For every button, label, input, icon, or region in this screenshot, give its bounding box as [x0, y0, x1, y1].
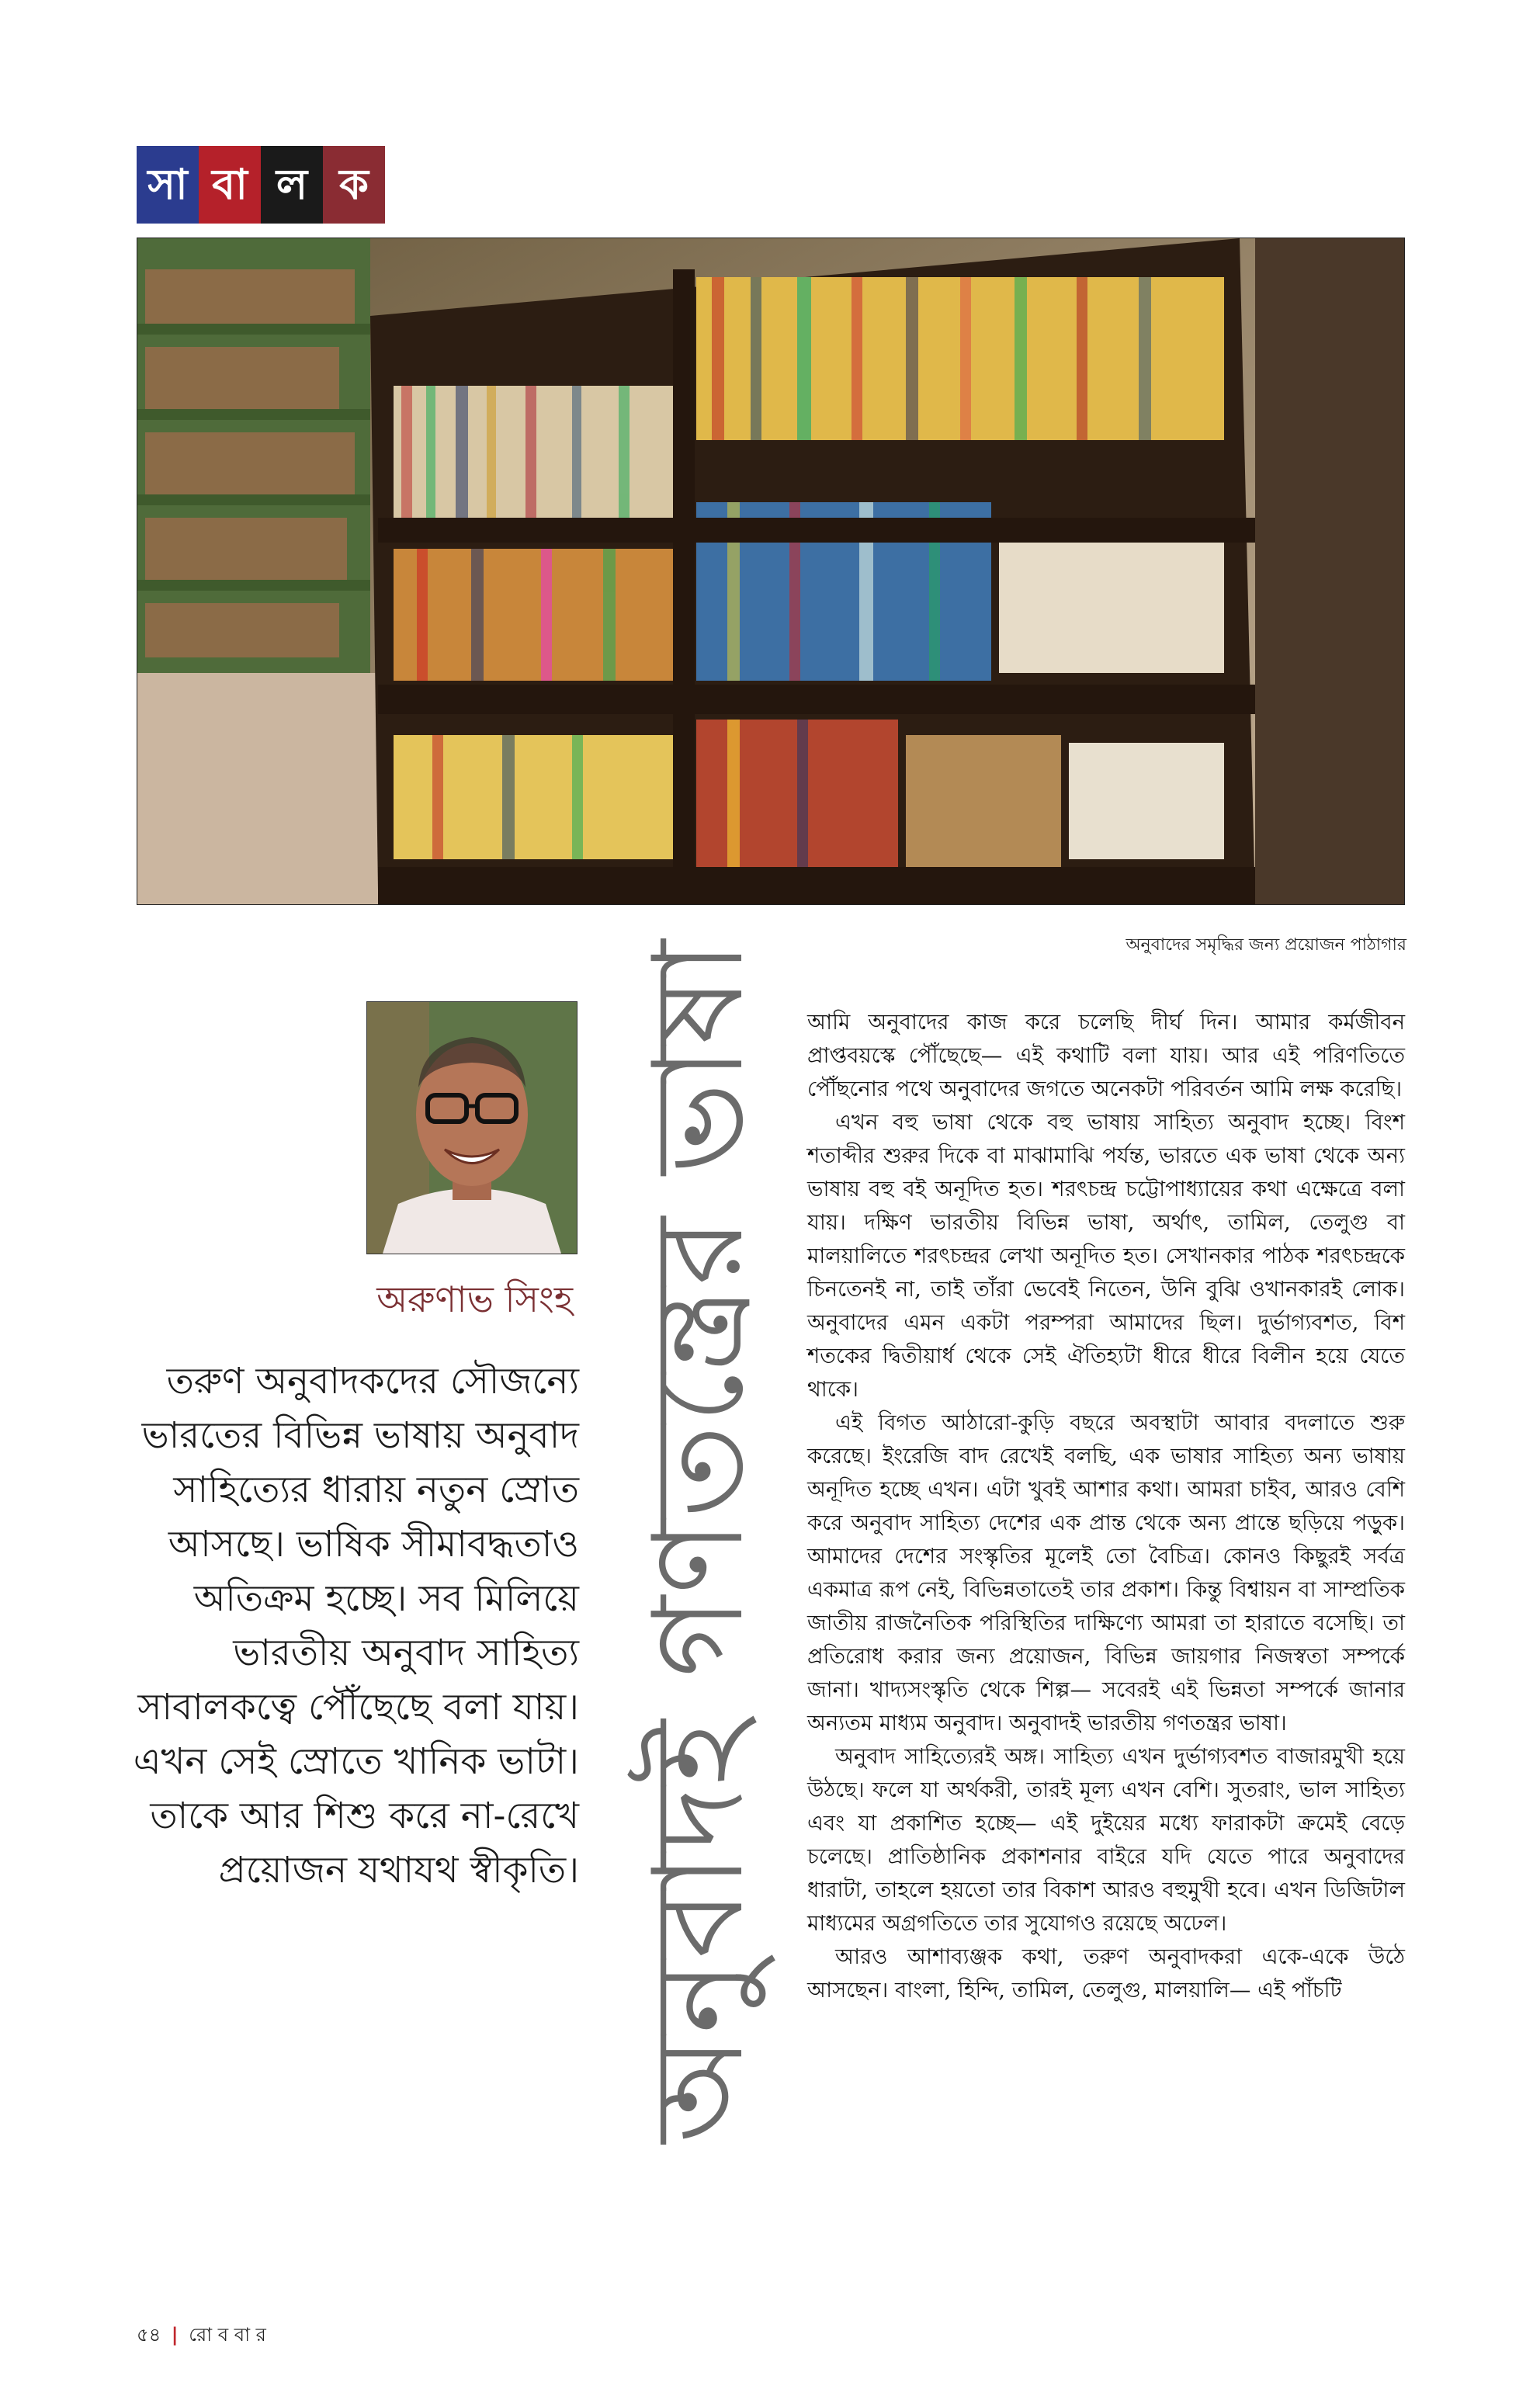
bookshelf-photo [137, 238, 1405, 905]
article-body [807, 1006, 1405, 2007]
pull-quote: তরুণ অনুবাদকদের সৌজন্যে ভারতের বিভিন্ন ভাষায় অনুবাদ সাহিত্যের ধারায় নতুন স্রোত আসছে। ভাষিক সীমাবদ্ধতাও অতিক্রম হচ্ছে। সব মিলিয়ে ভারতীয় অনুবাদ সাহিত্য সাবালকত্বে পৌঁছেছে বলা যায়। এখন সেই স্রোতে খানিক ভাটা। তাকে আর শিশু করে না-রেখে প্রয়োজন যথাযথ স্বীকৃতি। [133, 1360, 579, 1892]
headline-container [613, 938, 799, 2143]
folio-separator: | [171, 2324, 179, 2346]
logo-letter-2: বা [199, 146, 261, 224]
section-logo [137, 146, 385, 224]
portrait-illustration [367, 1002, 577, 1254]
page-number: ৫৪ [137, 2324, 161, 2346]
article-paragraph: আরও আশাব্যঞ্জক কথা, তরুণ অনুবাদকরা একে-একে উঠে আসছেন। বাংলা, হিন্দি, তামিল, তেলুগু, মালয়ালি— এই পাঁচটি [807, 1944, 1405, 2003]
article-paragraph: এখন বহু ভাষা থেকে বহু ভাষায় সাহিত্য অনুবাদ হচ্ছে। বিংশ শতাব্দীর শুরুর দিকে বা মাঝামাঝি পর্যন্ত, ভারতে এক ভাষা থেকে অন্য ভাষায় বহু বই অনূদিত হত। শরৎচন্দ্র চট্টোপাধ্যায়ের কথা এক্ষেত্রে বলা যায়। দক্ষিণ ভারতীয় বিভিন্ন ভাষা, অর্থাৎ, তামিল, তেলুগু বা মালয়ালিতে শরৎচন্দ্রর লেখা অনূদিত হত। সেখানকার পাঠক শরৎচন্দ্রকে চিনতেনই না, তাই তাঁরা ভেবেই নিতেন, উনি বুঝি ওখানকারই লোক। অনুবাদের এমন একটা পরম্পরা আমাদের ছিল। দুর্ভাগ্যবশত, বিশ শতকের দ্বিতীয়ার্ধ থেকে সেই ঐতিহ্যটা ধীরে ধীরে বিলীন হয়ে যেতে থাকে। [807, 1110, 1405, 1402]
bookshelf-illustration [137, 238, 1404, 904]
article-paragraph: অনুবাদ সাহিত্যেরই অঙ্গ। সাহিত্য এখন দুর্ভাগ্যবশত বাজারমুখী হয়ে উঠছে। ফলে যা অর্থকরী, তারই মূল্য এখন বেশি। সুতরাং, ভাল সাহিত্য এবং যা প্রকাশিত হচ্ছে— এই দুইয়ের মধ্যে ফারাকটা ক্রমেই বেড়ে চলেছে। প্রাতিষ্ঠানিক প্রকাশনার বাইরে যদি যেতে পারে অনুবাদের ধারাটা, তাহলে হয়তো তার বিকাশ আরও বহুমুখী হবে। এখন ডিজিটাল মাধ্যমের অগ্রগতিতে তার সুযোগও রয়েছে অঢেল। [807, 1744, 1405, 1936]
page-folio [137, 2321, 266, 2352]
article-paragraph: আমি অনুবাদের কাজ করে চলেছি দীর্ঘ দিন। আমার কর্মজীবন প্রাপ্তবয়স্কে পৌঁছেছে— এই কথাটি বলা যায়। আর এই পরিণতিতে পৌঁছনোর পথে অনুবাদের জগতে অনেকটা পরিবর্তন আমি লক্ষ করেছি। [807, 1010, 1405, 1101]
magazine-name: রো ব বা র [189, 2324, 266, 2346]
logo-letter-1: সা [137, 146, 199, 224]
article-paragraph: এই বিগত আঠারো-কুড়ি বছরে অবস্থাটা আবার বদলাতে শুরু করেছে। ইংরেজি বাদ রেখেই বলছি, এক ভাষার সাহিত্য অন্য ভাষায় অনূদিত হচ্ছে এখন। এটা খুবই আশার কথা। আমরা চাইব, আরও বেশি করে অনুবাদ সাহিত্য দেশের এক প্রান্ত থেকে অন্য প্রান্তে ছড়িয়ে পড়ুক। আমাদের দেশের সংস্কৃতির মূলেই তো বৈচিত্র। কোনও কিছুরই সর্বত্র একমাত্র রূপ নেই, বিভিন্নতাতেই তার প্রকাশ। কিন্তু বিশ্বায়ন বা সাম্প্রতিক জাতীয় রাজনৈতিক পরিস্থিতির দাক্ষিণ্যে আমরা তা হারাতে বসেছি। তা প্রতিরোধ করার জন্য প্রয়োজন, বিভিন্ন জায়গার নিজস্বতা সম্পর্কে জানা। খাদ্যসংস্কৃতি থেকে শিল্প— সবেরই এই ভিন্নতা সম্পর্কে জানার অন্যতম মাধ্যম অনুবাদ। অনুবাদই ভারতীয় গণতন্ত্রর ভাষা। [807, 1410, 1405, 1736]
author-name: অরুণাভ সিংহ [376, 1278, 573, 1320]
author-portrait [366, 1001, 578, 1254]
logo-letter-4: ক [323, 146, 385, 224]
logo-letter-3: ল [261, 146, 323, 224]
article-headline: অনুবাদই গণতন্ত্রের ভাষা [626, 938, 771, 2143]
photo-caption: অনুবাদের সমৃদ্ধির জন্য প্রয়োজন পাঠাগার [1126, 935, 1406, 955]
